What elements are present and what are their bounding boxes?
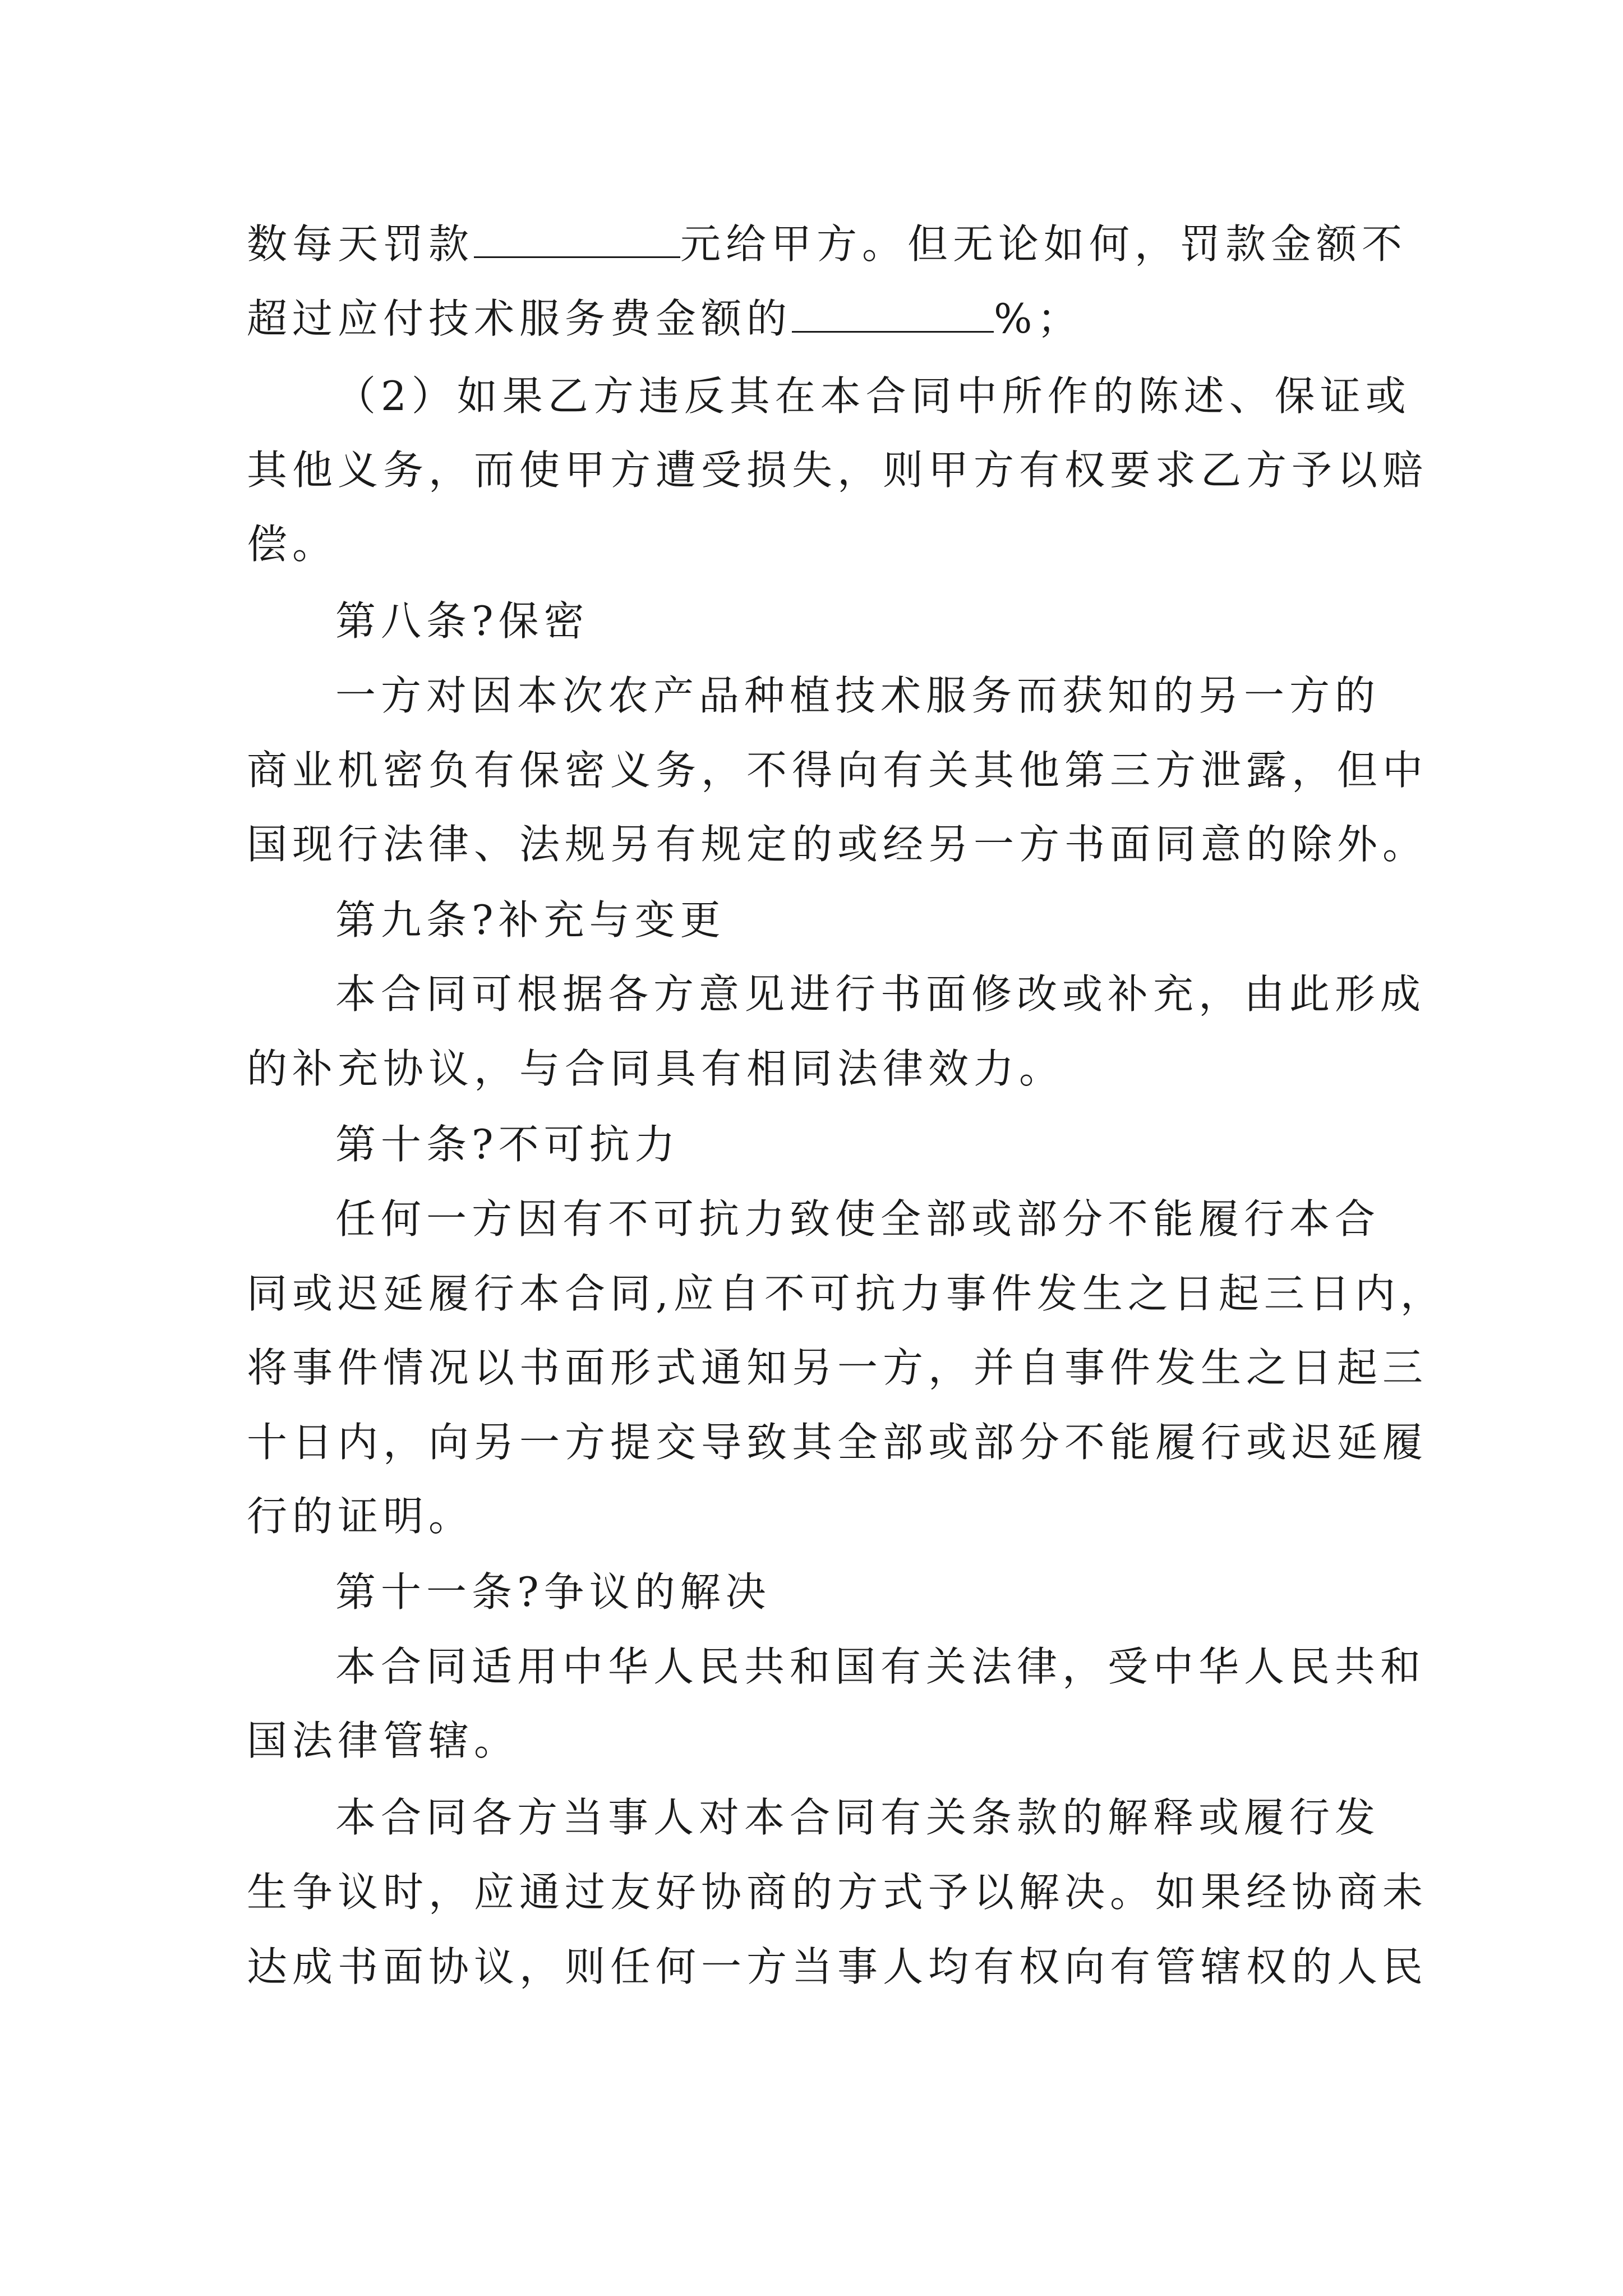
text-line: 行的证明。 <box>247 1493 474 1540</box>
text-line <box>247 216 1408 272</box>
section-heading: 第九条?补充与变更 <box>335 896 726 944</box>
text-line: 生争议时，应通过友好协商的方式予以解决。如果经协商未 <box>247 1869 1428 1916</box>
paragraph-line: （2）如果乙方违反其在本合同中所作的陈述、保证或 <box>335 372 1411 420</box>
text-line: 国法律管辖。 <box>247 1717 520 1764</box>
text-line: 其他义务，而使甲方遭受损失，则甲方有权要求乙方予以赔 <box>247 447 1428 494</box>
fill-in-blank <box>474 219 680 258</box>
text-line: 同或迟延履行本合同,应自不可抗力事件发生之日起三日内， <box>247 1270 1446 1317</box>
text-line <box>247 291 1396 347</box>
fill-in-blank <box>792 294 994 333</box>
text-line: 国现行法律、法规另有规定的或经另一方书面同意的除外。 <box>247 821 1428 868</box>
text-line: 十日内，向另一方提交导致其全部或部分不能履行或迟延履 <box>247 1419 1428 1466</box>
text-line: 的补充协议，与合同具有相同法律效力。 <box>247 1045 1065 1092</box>
paragraph-line: 本合同各方当事人对本合同有关条款的解释或履行发 <box>335 1794 1381 1841</box>
section-heading: 第十条?不可抗力 <box>335 1121 680 1168</box>
text-segment: 超过应付技术服务费金额的 <box>247 295 792 342</box>
paragraph-line: 本合同可根据各方意见进行书面修改或补充，由此形成 <box>335 970 1426 1018</box>
section-heading: 第八条?保密 <box>335 597 589 645</box>
text-segment: %； <box>994 295 1083 342</box>
text-segment: 元给甲方。但无论如何，罚款金额不 <box>680 220 1408 268</box>
text-line: 偿。 <box>247 521 338 568</box>
text-line: 将事件情况以书面形式通知另一方，并自事件发生之日起三 <box>247 1344 1428 1391</box>
text-line: 商业机密负有保密义务，不得向有关其他第三方泄露，但中 <box>247 747 1428 794</box>
section-heading: 第十一条?争议的解决 <box>335 1568 771 1616</box>
text-segment: 数每天罚款 <box>247 220 474 268</box>
paragraph-line: 本合同适用中华人民共和国有关法律，受中华人民共和 <box>335 1643 1426 1690</box>
text-line: 达成书面协议，则任何一方当事人均有权向有管辖权的人民 <box>247 1943 1428 1990</box>
paragraph-line: 一方对因本次农产品种植技术服务而获知的另一方的 <box>335 672 1381 719</box>
paragraph-line: 任何一方因有不可抗力致使全部或部分不能履行本合 <box>335 1195 1381 1243</box>
